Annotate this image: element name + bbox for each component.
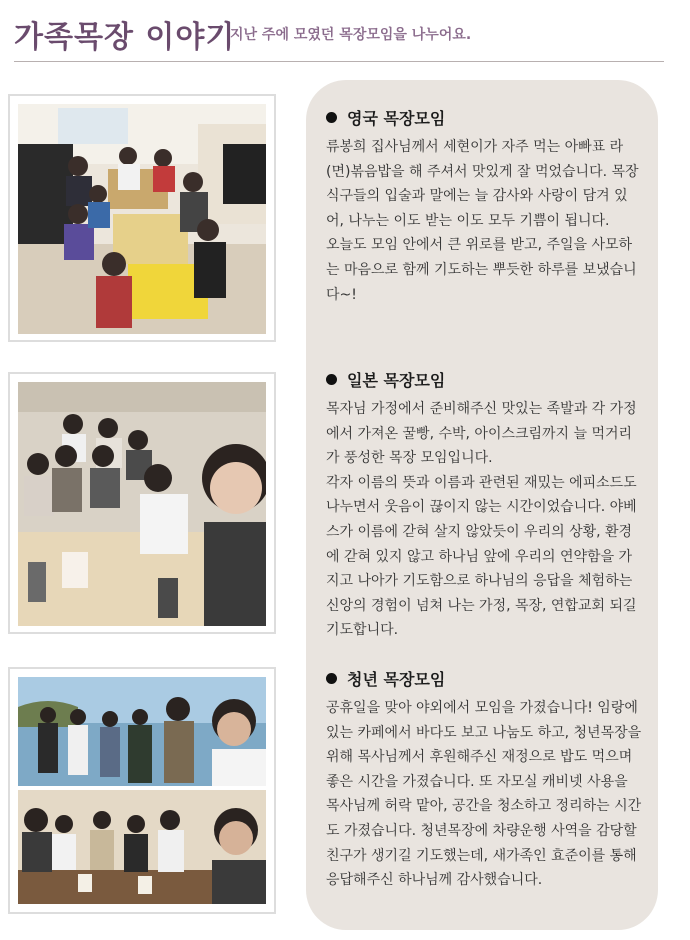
japan-paragraph-1: 목자님 가정에서 준비해주신 맛있는 족발과 각 가정에서 가져온 꿀빵, 수박, 아이스크림까지 늘 먹거리가 풍성한 목장 모임입니다.	[326, 401, 637, 467]
england-paragraph-2: 오늘도 모임 안에서 큰 위로를 받고, 주일을 사모하는 마음으로 함께 기도하는 뿌듯한 하루를 보냈습니다~!	[326, 237, 637, 303]
japan-section	[326, 368, 644, 643]
bullet-icon	[326, 673, 337, 684]
story-panel	[306, 80, 658, 930]
youth-section	[326, 667, 644, 893]
bullet-icon	[326, 112, 337, 123]
england-section	[326, 106, 644, 307]
youth-paragraph-1: 공휴일을 맞아 야외에서 모임을 가졌습니다! 임랑에 있는 카페에서 바다도 보고 나눔도 하고, 청년목장을 위해 목사님께서 후원해주신 재정으로 밥도 먹으며 좋은 시간을 가졌습니다. 또 자모실 캐비넷 사용을 목사님께 허락 맡아, 공간을 청소하고 정리하는 시간도 가졌습니다. 청년목장에 차량운행 사역을 감당할 친구가 생기길 기도했는데, 새가족인 효준이를 통해 응답해주신 하나님께 감사했습니다.	[326, 700, 642, 889]
bullet-icon	[326, 374, 337, 385]
page-subtitle: 지난 주에 모였던 목장모임을 나누어요.	[230, 27, 472, 43]
england-group-photo	[18, 104, 266, 334]
photo-frame-japan	[8, 372, 276, 634]
japan-group-photo	[18, 382, 266, 626]
japan-heading: 일본 목장모임	[326, 368, 644, 391]
header-divider	[14, 61, 664, 62]
england-heading: 영국 목장모임	[326, 106, 644, 129]
youth-heading: 청년 목장모임	[326, 667, 644, 690]
page-header	[14, 6, 674, 56]
photo-frame-youth	[8, 667, 276, 914]
youth-cafe-photo	[18, 790, 266, 904]
youth-seaside-photo	[18, 677, 266, 786]
japan-paragraph-2: 각자 이름의 뜻과 이름과 관련된 재밌는 에피소드도 나누면서 웃음이 끊이지 않는 시간이었습니다. 야베스가 이름에 갇혀 살지 않았듯이 우리의 상황, 환경에 갇혀 있지 않고 하나님 앞에 우리의 연약함을 가지고 나아가 기도함으로 하나님의 응답을 체험하는 신앙의 경험이 넘쳐 나는 가정, 목장, 연합교회 되길 기도합니다.	[326, 474, 637, 639]
england-paragraph-1: 류봉희 집사님께서 세현이가 자주 먹는 아빠표 라(면)볶음밥을 해 주셔서 맛있게 잘 먹었습니다. 목장 식구들의 입술과 말에는 늘 감사와 사랑이 담겨 있어, 나누는 이도 받는 이도 모두 기쁨이 됩니다.	[326, 139, 639, 229]
page-title: 가족목장 이야기	[14, 20, 236, 55]
photo-frame-england	[8, 94, 276, 342]
